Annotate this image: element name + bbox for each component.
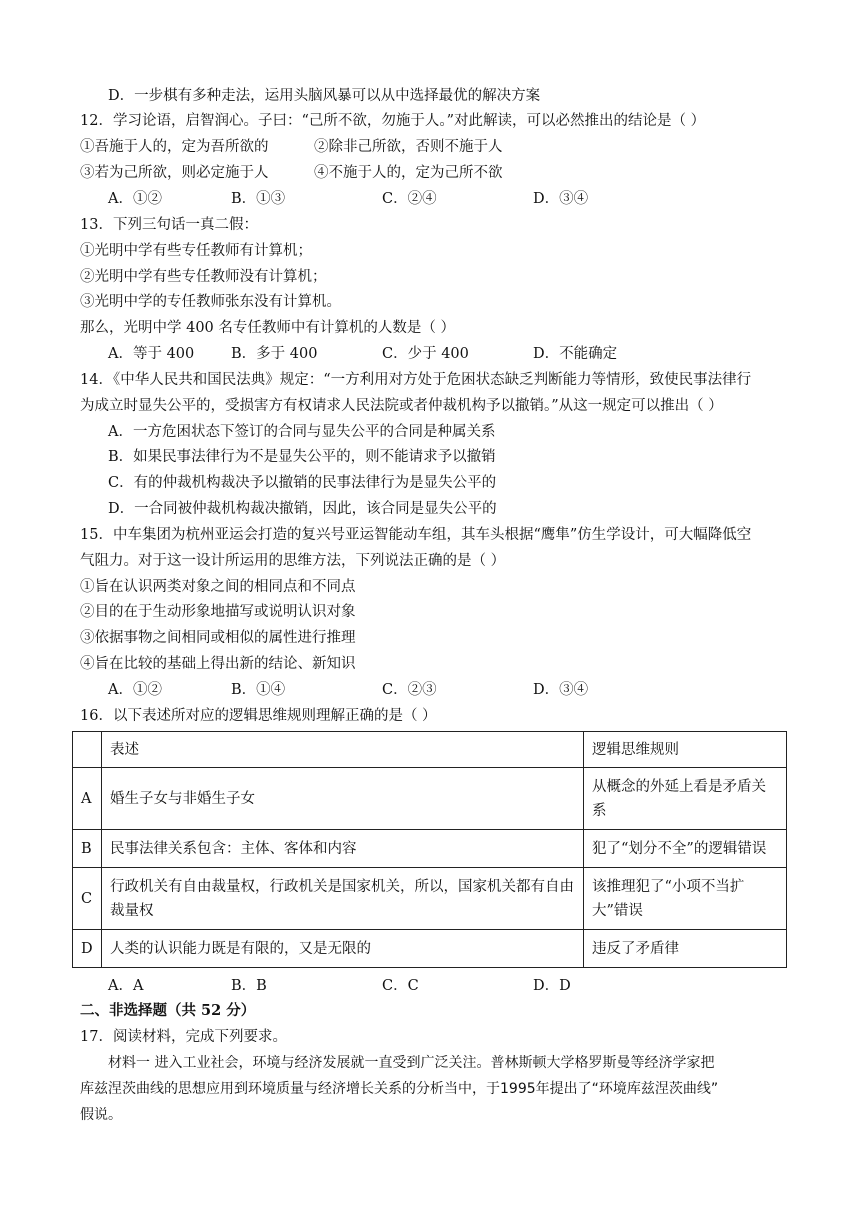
q16-option-b: B．B	[231, 978, 267, 994]
q16-option-a: A．A	[108, 978, 144, 994]
row-letter: A	[73, 768, 102, 830]
q16-table	[72, 731, 787, 968]
row-letter: C	[73, 868, 102, 930]
q15-option-c: C．②③	[382, 682, 437, 698]
q17-stem: 17．阅读材料，完成下列要求。	[80, 1029, 287, 1045]
q12-stem: 12．学习论语，启智润心。子曰：“己所不欲，勿施于人。”对此解读，可以必然推出的结论是（ ）	[80, 113, 706, 129]
row-rule: 犯了“划分不全”的逻辑错误	[584, 830, 787, 868]
q15-item-1: ①旨在认识两类对象之间的相同点和不同点	[80, 579, 356, 595]
q12-option-c: C．②④	[382, 191, 437, 207]
q12-item-2: ②除非己所欲，否则不施于人	[314, 139, 503, 155]
q12-item-1: ①吾施于人的，定为吾所欲的	[80, 139, 269, 155]
q13-option-b: B．多于 400	[231, 346, 318, 362]
row-rule: 违反了矛盾律	[584, 930, 787, 968]
table-row	[73, 930, 787, 968]
table-header-rule: 逻辑思维规则	[584, 732, 787, 768]
q15-stem-line-2: 气阻力。对于这一设计所运用的思维方法，下列说法正确的是（ ）	[80, 553, 506, 569]
q17-material-1-line-3: 假说。	[80, 1107, 122, 1123]
q16-option-c: C．C	[382, 978, 419, 994]
q14-stem-line-2: 为成立时显失公平的，受损害方有权请求人民法院或者仲裁机构予以撤销。”从这一规定可以推出（ ）	[80, 398, 723, 414]
q12-item-4: ④不施于人的，定为己所不欲	[314, 165, 503, 181]
table-row	[73, 768, 787, 830]
q13-option-d: D．不能确定	[533, 346, 618, 362]
q14-option-b: B．如果民事法律行为不是显失公平的，则不能请求予以撤销	[108, 449, 496, 465]
q13-option-c: C．少于 400	[382, 346, 469, 362]
row-rule: 从概念的外延上看是矛盾关系	[584, 768, 787, 830]
table-header-statement: 表述	[102, 732, 584, 768]
q14-stem-line-1: 14．《中华人民共和国民法典》规定：“一方利用对方处于危困状态缺乏判断能力等情形，致使民事法律行	[80, 372, 752, 388]
q15-item-2: ②目的在于生动形象地描写或说明认识对象	[80, 604, 356, 620]
q12-option-d: D．③④	[533, 191, 589, 207]
table-row	[73, 830, 787, 868]
row-rule: 该推理犯了“小项不当扩大”错误	[584, 868, 787, 930]
q13-item-2: ②光明中学有些专任教师没有计算机；	[80, 269, 327, 285]
q16-option-d: D．D	[533, 978, 571, 994]
q17-material-1-line-1: 材料一 进入工业社会，环境与经济发展就一直受到广泛关注。普林斯顿大学格罗斯曼等经济学家把	[108, 1055, 715, 1071]
q15-item-3: ③依据事物之间相同或相似的属性进行推理	[80, 630, 356, 646]
q13-item-1: ①光明中学有些专任教师有计算机；	[80, 243, 312, 259]
row-statement: 行政机关有自由裁量权，行政机关是国家机关，所以，国家机关都有自由裁量权	[102, 868, 584, 930]
row-statement: 民事法律关系包含：主体、客体和内容	[102, 830, 584, 868]
q15-option-b: B．①④	[231, 682, 286, 698]
q14-option-c: C．有的仲裁机构裁决予以撤销的民事法律行为是显失公平的	[108, 475, 497, 491]
q15-option-d: D．③④	[533, 682, 589, 698]
q13-option-a: A．等于 400	[108, 346, 195, 362]
table-row	[73, 868, 787, 930]
q13-item-3: ③光明中学的专任教师张东没有计算机。	[80, 294, 341, 310]
q15-item-4: ④旨在比较的基础上得出新的结论、新知识	[80, 656, 356, 672]
q14-option-a: A．一方危困状态下签订的合同与显失公平的合同是种属关系	[108, 424, 496, 440]
q12-option-b: B．①③	[231, 191, 286, 207]
q13-question: 那么，光明中学 400 名专任教师中有计算机的人数是（ ）	[80, 320, 456, 336]
q16-stem: 16．以下表述所对应的逻辑思维规则理解正确的是（ ）	[80, 708, 437, 724]
row-statement: 人类的认识能力既是有限的，又是无限的	[102, 930, 584, 968]
section-title: 二、非选择题（共 52 分）	[80, 1002, 256, 1019]
row-letter: B	[73, 830, 102, 868]
q15-stem-line-1: 15．中车集团为杭州亚运会打造的复兴号亚运智能动车组，其车头根据“鹰隼”仿生学设计，可大幅降低空	[80, 527, 752, 543]
row-letter: D	[73, 930, 102, 968]
q14-option-d: D．一合同被仲裁机构裁决撤销，因此，该合同是显失公平的	[108, 501, 497, 517]
q12-item-3: ③若为己所欲，则必定施于人	[80, 165, 269, 181]
q17-material-1-line-2: 库兹涅茨曲线的思想应用到环境质量与经济增长关系的分析当中，于1995年提出了“环境库兹涅茨曲线”	[80, 1081, 719, 1097]
table-header-letter	[73, 732, 102, 768]
q15-option-a: A．①②	[108, 682, 162, 698]
row-statement: 婚生子女与非婚生子女	[102, 768, 584, 830]
q12-option-a: A．①②	[108, 191, 162, 207]
table-header-row	[73, 732, 787, 768]
q11-option-d: D．一步棋有多种走法，运用头脑风暴可以从中选择最优的解决方案	[108, 88, 541, 104]
q13-stem: 13．下列三句话一真二假：	[80, 217, 258, 233]
